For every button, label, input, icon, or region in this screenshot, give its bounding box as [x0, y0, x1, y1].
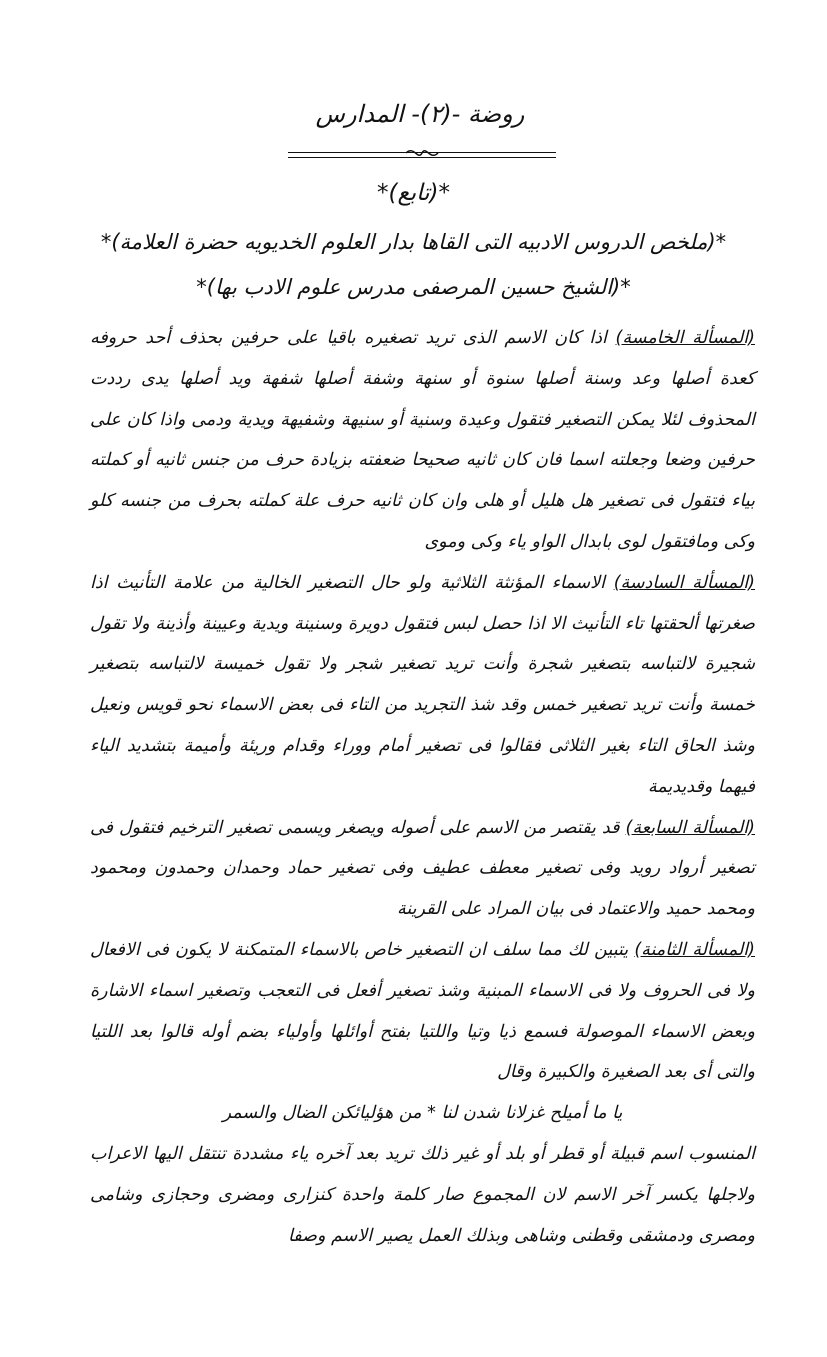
- article-body: [90, 318, 755, 1256]
- section-8-label: (المسألة الثامنة): [634, 939, 755, 960]
- section-5-paragraph: [90, 318, 755, 563]
- author-heading: *(الشيخ حسين المرصفى مدرس علوم الادب بها)*: [196, 275, 631, 299]
- verse-line: [90, 1093, 755, 1134]
- section-6-label: (المسألة السادسة): [613, 572, 755, 593]
- section-8-text: يتبين لك مما سلف ان التصغير خاص بالاسماء المتمكنة لا يكون فى الافعال ولا فى الحروف ولا فى الاسماء المبنية وشذ تصغير أفعل فى التعجب وتصغير اسماء الاشارة وبعض الاسماء الموصولة فسمع ذيا وتيا واللتيا بفتح أوائلها وأولياء بضم أوله قالوا بعد اللتيا والتى أى بعد الصغيرة والكبيرة وقال: [90, 939, 755, 1083]
- lessons-summary-heading: *(ملخص الدروس الادبيه التى القاها بدار العلوم الخديويه حضرة العلامة)*: [100, 230, 727, 254]
- section-6-paragraph: [90, 563, 755, 808]
- section-8-paragraph: [90, 930, 755, 1093]
- section-7-paragraph: [90, 808, 755, 930]
- nisba-text: المنسوب اسم قبيلة أو قطر أو بلد أو غير ذلك تريد بعد آخره ياء مشددة تنتقل اليها الاعراب ولاجلها يكسر آخر الاسم لان المجموع صار كلمة واحدة كنزارى ومضرى وحجازى وشامى ومصرى ودمشقى وقطنى وشاهى وبذلك العمل يصير الاسم وصفا: [90, 1143, 755, 1246]
- section-7-text: قد يقتصر من الاسم على أصوله ويصغر ويسمى تصغير الترخيم فتقول فى تصغير أرواد رويد وفى تصغير معطف عطيف وفى تصغير حماد وحمدان وحمدون ومحمود ومحمد حميد والاعتماد فى بيان المراد على القرينة: [90, 817, 755, 920]
- continued-heading: *(تابع)*: [377, 180, 450, 206]
- nisba-paragraph: [90, 1134, 755, 1256]
- section-5-label: (المسألة الخامسة): [615, 328, 755, 348]
- section-7-label: (المسألة السابعة): [625, 817, 755, 838]
- poetry-verse: يا ما أميلح غزلانا شدن لنا * من هؤليائكن الضال والسمر: [222, 1103, 623, 1124]
- header-flourish-ornament: [404, 145, 440, 161]
- page-header: روضة -(٢)- المدارس: [315, 100, 525, 128]
- section-5-text: اذا كان الاسم الذى تريد تصغيره باقيا على حرفين بحذف أحد حروفه كعدة أصلها وعد وسنة أصلها سنوة أو سنهة وشفة أصلها شفهة ويد أصلها يدى رددت المحذوف لئلا يمكن التصغير فتقول وعيدة وسنية أو سنيهة وشفيهة ويدية ودمى واذا كان على حرفين وضعا وجعلته اسما فان كان ثانيه صحيحا ضعفته بزيادة حرف من جنس ثانيه أو كملته بياء فتقول فى تصغير هل هليل أو هلى وان كان ثانيه حرف علة كملته بحرف من جنسه كلو وكى ومافتقول لوى بابدال الواو ياء وكى وموى: [90, 328, 755, 552]
- section-6-text: الاسماء المؤنثة الثلاثية ولو حال التصغير الخالية من علامة التأنيث اذا صغرتها ألحقتها تاء التأنيث الا اذا حصل لبس فتقول دويرة وسنينة ويدية وعيينة وأذينة ولا تقول شجيرة لالتباسه بتصغير شجرة وأنت تريد تصغير شجر ولا تقول خميسة لالتباسه بتصغير خمسة وأنت تريد تصغير خمس وقد شذ التجريد من التاء فى بعض الاسماء نحو قويس ونعيل وشذ الحاق التاء بغير الثلاثى فقالوا فى تصغير أمام ووراء وقدام وريئة وأميمة بتشديد الياء فيهما وقديديمة: [90, 572, 755, 797]
